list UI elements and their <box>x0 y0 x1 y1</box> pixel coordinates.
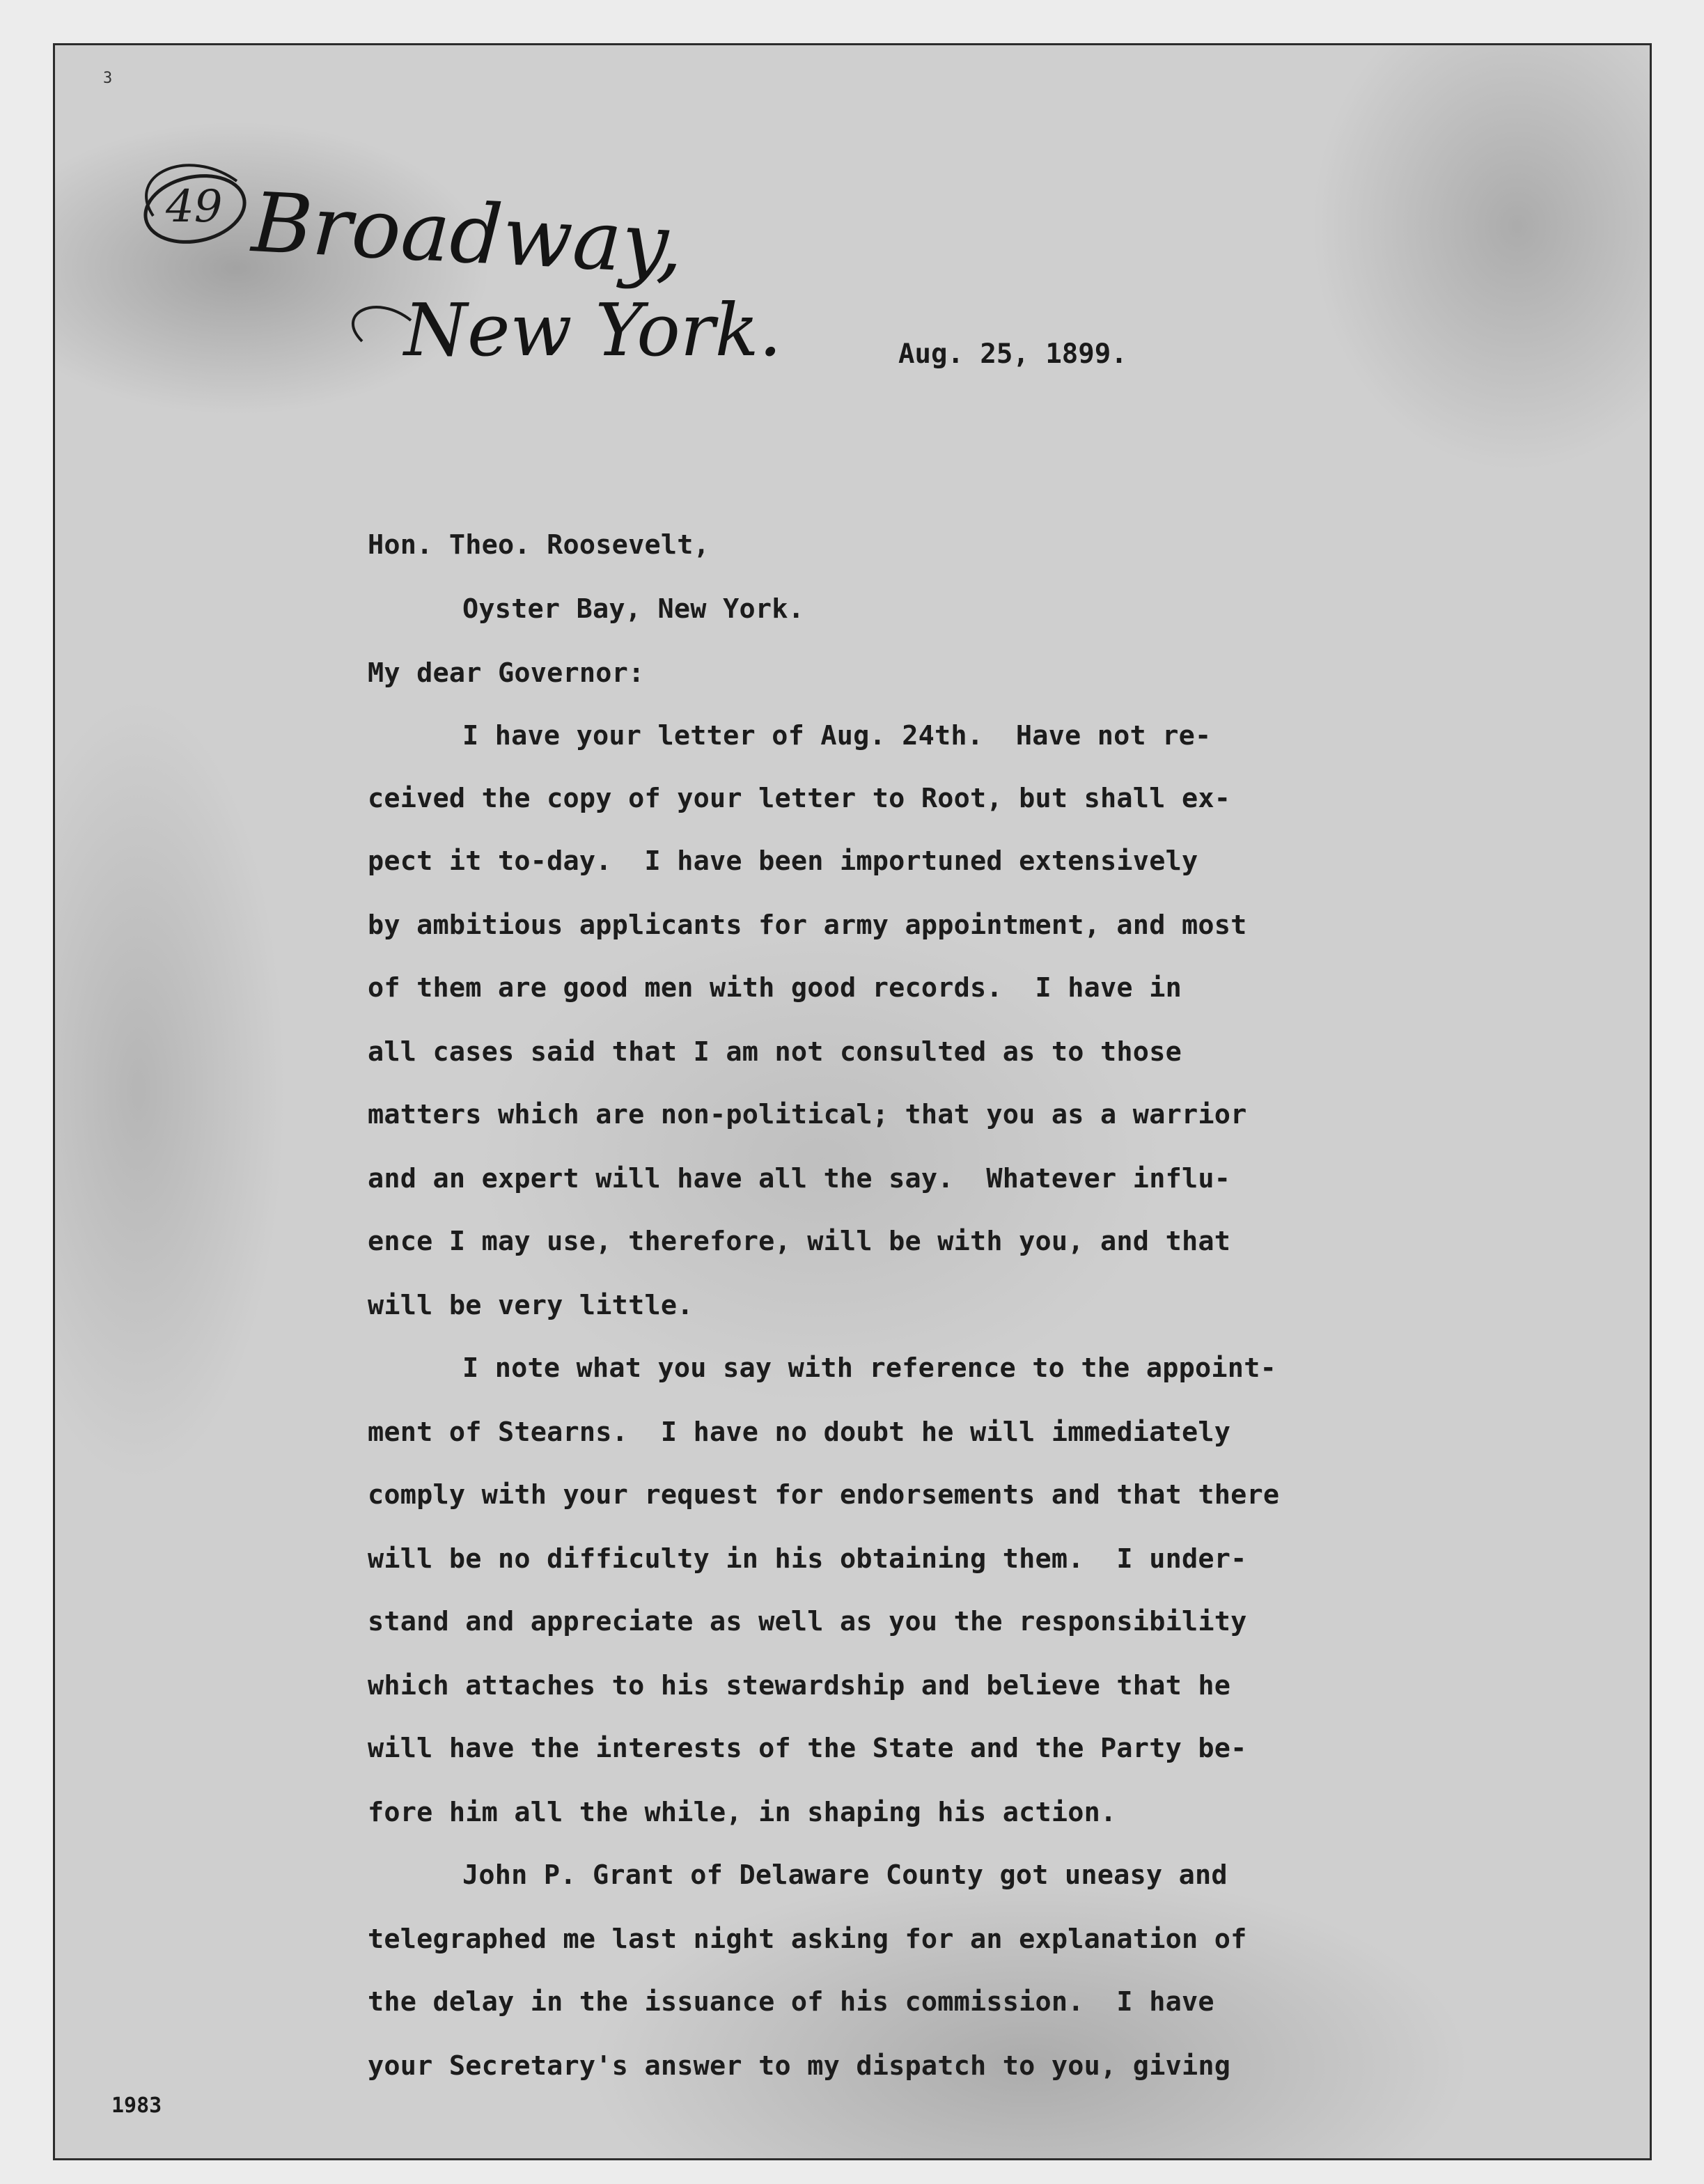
letter-date: Aug. 25, 1899. <box>898 338 1127 370</box>
body-line: I have your letter of Aug. 24th. Have not re- <box>462 720 1212 751</box>
body-line: and an expert will have all the say. Whatever influ- <box>368 1163 1231 1194</box>
salutation: My dear Governor: <box>368 657 645 689</box>
body-line: John P. Grant of Delaware County got uneasy and <box>462 1859 1228 1891</box>
body-line: will be no difficulty in his obtaining them. I under- <box>368 1543 1247 1575</box>
body-line: matters which are non-political; that you as a warrior <box>368 1099 1247 1130</box>
recipient-name: Hon. Theo. Roosevelt, <box>368 529 710 561</box>
letterhead-number: 49 <box>166 181 223 233</box>
recipient-address: Oyster Bay, New York. <box>462 593 804 625</box>
body-line: of them are good men with good records. I have in <box>368 972 1182 1004</box>
body-line: ence I may use, therefore, will be with you, and that <box>368 1226 1231 1257</box>
body-line: stand and appreciate as well as you the responsibility <box>368 1606 1247 1637</box>
body-line: will have the interests of the State and the Party be- <box>368 1733 1247 1764</box>
letterhead <box>111 132 808 383</box>
body-line: ment of Stearns. I have no doubt he will immediately <box>368 1417 1231 1448</box>
body-line: all cases said that I am not consulted as to those <box>368 1036 1182 1068</box>
body-line: which attaches to his stewardship and believe that he <box>368 1670 1231 1701</box>
body-line: ceived the copy of your letter to Root, but shall ex- <box>368 783 1231 814</box>
body-line: I note what you say with reference to the appoint- <box>462 1352 1276 1384</box>
body-line: by ambitious applicants for army appointment, and most <box>368 910 1247 941</box>
letterhead-script-logo <box>111 132 808 383</box>
body-line: fore him all the while, in shaping his action. <box>368 1797 1117 1828</box>
body-line: the delay in the issuance of his commission. I have <box>368 1986 1214 2018</box>
body-line: will be very little. <box>368 1290 694 1321</box>
page-number: 1983 <box>111 2093 162 2118</box>
letterhead-city: New York. <box>404 288 782 373</box>
body-line: your Secretary's answer to my dispatch to you, giving <box>368 2050 1231 2082</box>
body-line: telegraphed me last night asking for an explanation of <box>368 1924 1247 1955</box>
body-line: pect it to-day. I have been importuned extensively <box>368 845 1198 877</box>
corner-mark: 3 <box>103 70 113 87</box>
body-line: comply with your request for endorsements and that there <box>368 1479 1280 1511</box>
letterhead-street: Broadway, <box>249 174 686 293</box>
